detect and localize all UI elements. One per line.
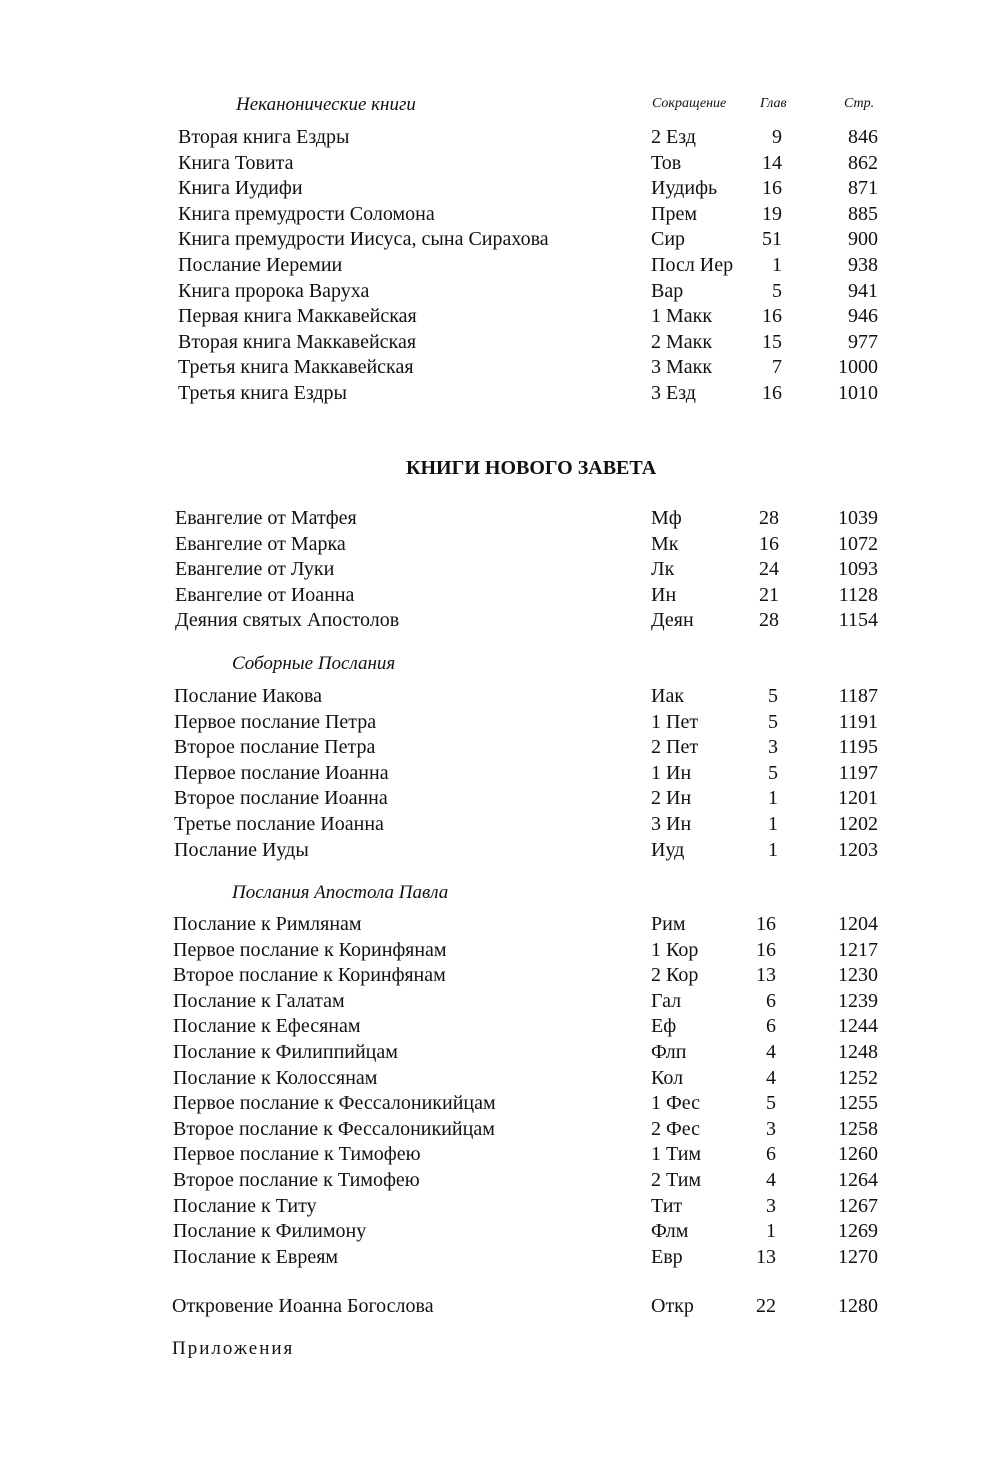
book-chapters: 3 xyxy=(768,736,778,759)
column-header-abbreviation: Сокращение xyxy=(652,96,727,111)
book-row xyxy=(0,126,1000,152)
book-chapters: 15 xyxy=(762,330,782,353)
book-row xyxy=(0,1169,1000,1195)
book-abbreviation: Тит xyxy=(651,1194,683,1217)
book-chapters: 28 xyxy=(759,609,779,632)
book-page: 1239 xyxy=(838,989,878,1012)
book-name: Деяния святых Апостолов xyxy=(175,609,400,632)
book-row xyxy=(0,711,1000,737)
book-page: 1197 xyxy=(838,761,878,784)
book-page: 1010 xyxy=(838,382,878,404)
book-abbreviation: Иуд xyxy=(651,838,685,861)
book-row xyxy=(0,1195,1000,1221)
book-page: 1191 xyxy=(838,710,878,733)
book-chapters: 9 xyxy=(772,126,782,148)
book-chapters: 16 xyxy=(762,305,782,328)
book-page: 1203 xyxy=(838,838,878,861)
book-row xyxy=(0,177,1000,203)
catholic-epistles-heading: Соборные Послания xyxy=(232,653,396,674)
book-page: 1244 xyxy=(838,1015,878,1038)
book-row xyxy=(0,305,1000,331)
book-name: Второе послание Иоанна xyxy=(174,787,388,810)
book-page: 871 xyxy=(848,177,878,200)
book-name: Первое послание к Коринфянам xyxy=(173,938,447,961)
book-chapters: 19 xyxy=(762,202,782,225)
book-chapters: 14 xyxy=(762,151,782,174)
book-page: 1267 xyxy=(838,1194,878,1217)
book-chapters: 16 xyxy=(762,382,782,404)
book-abbreviation: Еф xyxy=(651,1015,677,1038)
book-name: Послание к Филимону xyxy=(173,1220,367,1243)
book-page: 1248 xyxy=(838,1041,878,1063)
book-page: 1072 xyxy=(838,532,878,555)
appendix-heading: Приложения xyxy=(172,1338,295,1359)
book-abbreviation: 3 Макк xyxy=(651,356,713,379)
book-row xyxy=(0,1246,1000,1272)
book-row xyxy=(0,356,1000,382)
book-abbreviation: 2 Кор xyxy=(651,964,699,987)
book-row xyxy=(0,839,1000,865)
book-row xyxy=(0,762,1000,788)
book-name: Второе послание к Коринфянам xyxy=(173,964,446,987)
book-name: Послание к Титу xyxy=(173,1194,317,1217)
book-page: 1128 xyxy=(838,583,878,606)
book-abbreviation: 1 Тим xyxy=(651,1143,702,1166)
book-abbreviation: Флп xyxy=(651,1041,687,1063)
book-abbreviation: 2 Ин xyxy=(651,787,692,810)
book-page: 1187 xyxy=(838,685,878,707)
book-name: Книга Иудифи xyxy=(178,177,303,200)
book-chapters: 51 xyxy=(762,228,782,251)
book-name: Послание Иеремии xyxy=(178,254,343,276)
book-abbreviation: 2 Пет xyxy=(651,736,699,759)
book-abbreviation: Откр xyxy=(651,1295,694,1317)
book-page: 1258 xyxy=(838,1117,878,1140)
book-abbreviation: 1 Макк xyxy=(651,305,713,328)
book-abbreviation: 2 Тим xyxy=(651,1169,702,1191)
book-abbreviation: Мк xyxy=(651,532,679,555)
book-name: Откровение Иоанна Богослова xyxy=(172,1295,434,1317)
book-row xyxy=(0,280,1000,306)
book-row xyxy=(0,609,1000,635)
book-chapters: 1 xyxy=(768,813,778,835)
book-chapters: 24 xyxy=(759,558,779,581)
book-name: Книга премудрости Соломона xyxy=(178,202,435,225)
book-abbreviation: Флм xyxy=(651,1220,689,1243)
book-abbreviation: 3 Ин xyxy=(651,813,692,835)
book-abbreviation: Вар xyxy=(651,279,684,302)
book-abbreviation: 2 Макк xyxy=(651,330,713,353)
book-name: Евангелие от Марка xyxy=(175,532,346,555)
column-header-page: Стр. xyxy=(844,96,875,111)
book-page: 1252 xyxy=(838,1066,878,1089)
book-page: 1039 xyxy=(838,507,878,529)
book-chapters: 6 xyxy=(766,989,776,1012)
book-row xyxy=(0,228,1000,254)
book-name: Послание к Колоссянам xyxy=(173,1066,378,1089)
book-name: Второе послание к Фессалоникийцам xyxy=(173,1117,495,1140)
book-row xyxy=(0,685,1000,711)
book-row xyxy=(0,1067,1000,1093)
book-page: 1270 xyxy=(838,1245,878,1268)
book-row xyxy=(0,382,1000,408)
book-chapters: 6 xyxy=(766,1015,776,1038)
book-chapters: 21 xyxy=(759,583,779,606)
book-name: Книга пророка Варуха xyxy=(178,279,370,302)
book-name: Третье послание Иоанна xyxy=(174,813,384,835)
book-abbreviation: Иудифь xyxy=(651,177,718,200)
book-chapters: 16 xyxy=(756,913,776,935)
book-row xyxy=(0,331,1000,357)
book-row xyxy=(0,558,1000,584)
book-page: 862 xyxy=(848,151,878,174)
book-abbreviation: 1 Пет xyxy=(651,710,699,733)
book-row xyxy=(0,964,1000,990)
book-page: 1217 xyxy=(838,938,878,961)
pauline-epistles-heading: Послания Апостола Павла xyxy=(232,882,449,903)
book-chapters: 16 xyxy=(762,177,782,200)
book-row xyxy=(0,1118,1000,1144)
book-chapters: 13 xyxy=(756,1245,776,1268)
book-name: Первая книга Маккавейская xyxy=(178,305,417,328)
book-page: 1204 xyxy=(838,913,878,935)
book-row xyxy=(0,203,1000,229)
book-abbreviation: Тов xyxy=(651,151,682,174)
book-name: Послание Иакова xyxy=(174,685,323,707)
book-abbreviation: Рим xyxy=(651,913,686,935)
book-abbreviation: Кол xyxy=(651,1066,684,1089)
book-chapters: 1 xyxy=(766,1220,776,1243)
book-page: 1195 xyxy=(838,736,878,759)
column-header-chapters: Глав xyxy=(760,96,787,111)
book-chapters: 22 xyxy=(756,1295,776,1317)
book-chapters: 28 xyxy=(759,507,779,529)
book-page: 1269 xyxy=(838,1220,878,1243)
book-chapters: 16 xyxy=(759,532,779,555)
book-page: 946 xyxy=(848,305,878,328)
book-chapters: 13 xyxy=(756,964,776,987)
book-name: Первое послание Иоанна xyxy=(174,761,389,784)
book-abbreviation: 2 Фес xyxy=(651,1117,701,1140)
book-chapters: 6 xyxy=(766,1143,776,1166)
book-page: 846 xyxy=(848,126,878,148)
book-abbreviation: Евр xyxy=(651,1245,683,1268)
book-abbreviation: Иак xyxy=(651,685,685,707)
book-chapters: 5 xyxy=(768,685,778,707)
book-row xyxy=(0,939,1000,965)
book-row xyxy=(0,913,1000,939)
book-chapters: 1 xyxy=(768,787,778,810)
book-row xyxy=(0,1092,1000,1118)
book-name: Вторая книга Ездры xyxy=(178,126,350,148)
book-chapters: 5 xyxy=(766,1092,776,1115)
book-chapters: 16 xyxy=(756,938,776,961)
book-abbreviation: 3 Езд xyxy=(651,382,696,404)
book-abbreviation: Гал xyxy=(651,989,682,1012)
book-name: Послание Иуды xyxy=(174,838,309,861)
book-name: Второе послание к Тимофею xyxy=(173,1169,420,1191)
book-chapters: 5 xyxy=(768,761,778,784)
book-row xyxy=(0,533,1000,559)
book-page: 1255 xyxy=(838,1092,878,1115)
book-chapters: 3 xyxy=(766,1117,776,1140)
book-page: 938 xyxy=(848,254,878,276)
book-page: 941 xyxy=(848,279,878,302)
book-name: Евангелие от Иоанна xyxy=(175,583,355,606)
book-page: 1201 xyxy=(838,787,878,810)
book-name: Евангелие от Луки xyxy=(175,558,335,581)
book-chapters: 1 xyxy=(768,838,778,861)
book-row xyxy=(0,1015,1000,1041)
book-name: Первое послание Петра xyxy=(174,710,377,733)
book-chapters: 5 xyxy=(772,279,782,302)
book-page: 1000 xyxy=(838,356,878,379)
book-name: Послание к Евреям xyxy=(173,1245,339,1268)
book-row xyxy=(0,1220,1000,1246)
book-name: Книга Товита xyxy=(178,151,294,174)
book-name: Послание к Филиппийцам xyxy=(173,1041,398,1063)
book-row xyxy=(0,813,1000,839)
book-name: Послание к Римлянам xyxy=(173,913,362,935)
book-row xyxy=(0,1143,1000,1169)
book-page: 977 xyxy=(848,330,878,353)
book-row xyxy=(0,152,1000,178)
book-page: 1093 xyxy=(838,558,878,581)
book-name: Третья книга Ездры xyxy=(178,382,347,404)
book-row xyxy=(0,1295,1000,1321)
book-name: Второе послание Петра xyxy=(174,736,376,759)
book-name: Первое послание к Фессалоникийцам xyxy=(173,1092,496,1115)
book-abbreviation: Прем xyxy=(651,202,697,225)
book-row xyxy=(0,584,1000,610)
book-abbreviation: Деян xyxy=(651,609,694,632)
book-abbreviation: 2 Езд xyxy=(651,126,696,148)
book-chapters: 1 xyxy=(772,254,782,276)
book-row xyxy=(0,736,1000,762)
book-name: Евангелие от Матфея xyxy=(175,507,357,529)
book-abbreviation: Лк xyxy=(651,558,675,581)
book-page: 1202 xyxy=(838,813,878,835)
book-page: 1154 xyxy=(838,609,878,632)
book-row xyxy=(0,1041,1000,1067)
book-page: 1264 xyxy=(838,1169,878,1191)
book-abbreviation: 1 Фес xyxy=(651,1092,701,1115)
book-chapters: 3 xyxy=(766,1194,776,1217)
book-abbreviation: Сир xyxy=(651,228,686,251)
book-page: 1230 xyxy=(838,964,878,987)
book-abbreviation: Посл Иер xyxy=(651,254,734,276)
book-name: Послание к Галатам xyxy=(173,989,345,1012)
book-name: Вторая книга Маккавейская xyxy=(178,330,417,353)
book-chapters: 4 xyxy=(766,1169,776,1191)
new-testament-title: КНИГИ НОВОГО ЗАВЕТА xyxy=(406,457,657,479)
book-page: 1260 xyxy=(838,1143,878,1166)
noncanonical-heading: Неканонические книги xyxy=(236,94,416,115)
book-name: Первое послание к Тимофею xyxy=(173,1143,421,1166)
book-page: 900 xyxy=(848,228,878,251)
book-page: 1280 xyxy=(838,1295,878,1317)
book-row xyxy=(0,990,1000,1016)
book-chapters: 4 xyxy=(766,1066,776,1089)
book-abbreviation: Ин xyxy=(651,583,677,606)
book-abbreviation: 1 Ин xyxy=(651,761,692,784)
book-name: Книга премудрости Иисуса, сына Сирахова xyxy=(178,228,549,251)
book-page: 885 xyxy=(848,202,878,225)
book-abbreviation: 1 Кор xyxy=(651,938,699,961)
book-chapters: 4 xyxy=(766,1041,776,1063)
book-row xyxy=(0,254,1000,280)
book-abbreviation: Мф xyxy=(651,507,682,529)
book-name: Третья книга Маккавейская xyxy=(178,356,414,379)
book-row xyxy=(0,507,1000,533)
book-name: Послание к Ефесянам xyxy=(173,1015,361,1038)
book-chapters: 5 xyxy=(768,710,778,733)
book-chapters: 7 xyxy=(772,356,782,379)
book-row xyxy=(0,787,1000,813)
